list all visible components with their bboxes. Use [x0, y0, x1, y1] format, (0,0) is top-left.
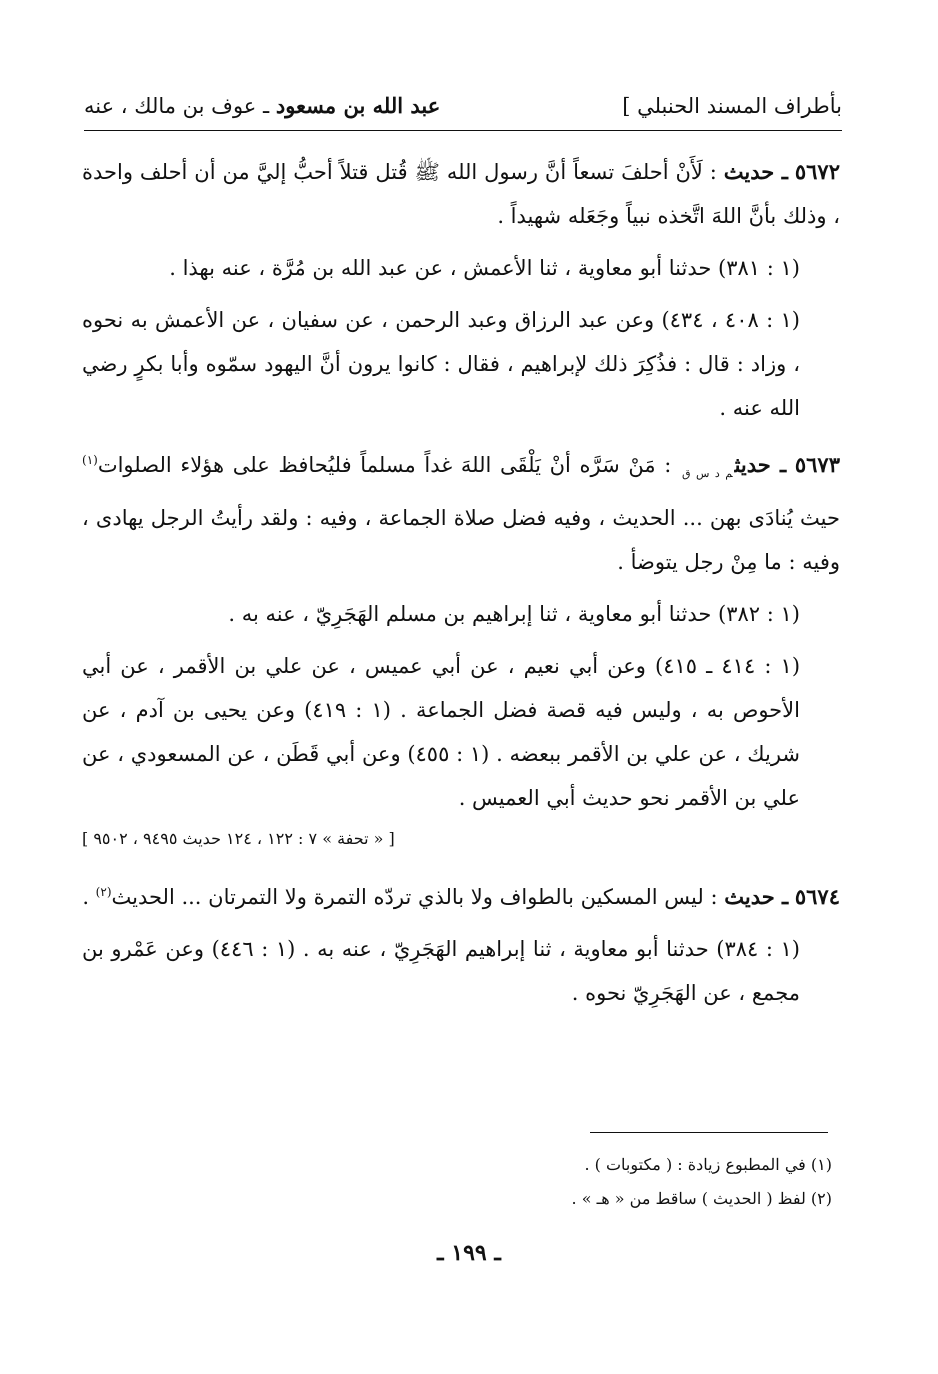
hadith-text: : مَنْ سَرَّه أنْ يَلْقَى اللهَ غداً مسلماً فليُحافظ على هؤلاء الصلوات	[97, 453, 680, 477]
hadith-number: ٥٦٧٣	[794, 452, 840, 477]
footnote-2: (٢) لفظ ( الحديث ) ساقط من « هـ » .	[571, 1189, 832, 1208]
hadith-number: ٥٦٧٤	[794, 884, 840, 910]
running-header	[84, 86, 842, 126]
hadith-text: : لَأَنْ أحلفَ تسعاً أنَّ رسول الله ﷺ قُتل قتلاً أحبُّ إليَّ من أن أحلف واحدة ، وذلك بأنَّ اللهَ اتَّخذه نبياً وجَعَله شهيداً .	[82, 160, 840, 228]
section-title	[84, 86, 440, 126]
footnote-divider	[590, 1132, 828, 1133]
hadith-source: (١ : ٤١٤ ـ ٤١٥) وعن أبي نعيم ، عن أبي عميس ، عن علي بن الأقمر ، عن أبي الأحوص به ، وليس فيه قصة فضل الجماعة . (١ : ٤١٩) وعن يحيى بن آدم ، عن شريك ، عن علي بن الأقمر ببعضه . (١ : ٤٥٥) وعن أبي قَطَن ، عن المسعودي ، عن علي بن الأقمر نحو حديث أبي العميس .	[82, 654, 801, 811]
book-title: بأطراف المسند الحنبلي ]	[622, 94, 842, 118]
hadith-source: (١ : ٣٨٢) حدثنا أبو معاوية ، ثنا إبراهيم بن مسلم الهَجَرِيّ ، عنه به .	[228, 602, 800, 627]
header-divider	[84, 130, 842, 131]
hadith-label: حديث	[724, 884, 775, 910]
hadith-label: حديث	[723, 159, 775, 184]
hadith-source: (١ : ٤٠٨ ، ٤٣٤) وعن عبد الرزاق وعبد الرحمن ، عن سفيان ، عن الأعمش به نحوه ، وزاد : قال : فذُكِرَ ذلك لإبراهيم ، فقال : كانوا يرون أنَّ اليهود سمّوه وأبا بكرٍ رضي الله عنه .	[82, 308, 800, 420]
hadith-text-continued: حيث يُنادَى بهن ... الحديث ، وفيه فضل صلاة الجماعة ، وفيه : ولقد رأيتُ الرجل يهادى ، وفيه : ما مِنْ رجل يتوضأ .	[82, 506, 840, 575]
hadith-text-continued: .	[82, 885, 96, 910]
hadith-sigla: م د س ق	[681, 467, 733, 481]
footnote-ref[interactable]: (١)	[82, 453, 98, 467]
hadith-text: : ليس المسكين بالطواف ولا بالذي تردّه التمرة ولا التمرتان ... الحديث	[111, 885, 725, 910]
hadith-source: (١ : ٣٨٤) حدثنا أبو معاوية ، ثنا إبراهيم الهَجَرِيّ ، عنه به . (١ : ٤٤٦) وعن عَمْرو بن مجمع ، عن الهَجَرِيّ نحوه .	[82, 937, 800, 1006]
footnotes	[98, 1148, 832, 1216]
section-narrator: عبد الله بن مسعود	[275, 93, 441, 118]
hadith-source: (١ : ٣٨١) حدثنا أبو معاوية ، ثنا الأعمش ، عن عبد الله بن مُرَّة ، عنه بهذا .	[169, 256, 800, 280]
footnote-1: (١) في المطبوع زيادة : ( مكتوبات ) .	[584, 1155, 832, 1174]
tuhfa-reference: [ « تحفة » ٧ : ١٢٢ ، ١٢٤ حديث ٩٤٩٥ ، ٩٥٠٢ ]	[82, 829, 395, 849]
main-text	[82, 150, 840, 1023]
hadith-5674: ٥٦٧٤ ـ حديث : ليس المسكين بالطواف ولا بالذي تردّه التمرة ولا التمرتان ... الحديث$^{(٢)}$ .	[82, 884, 840, 910]
section-rest: ـ عوف بن مالك ، عنه	[84, 94, 276, 118]
hadith-5672: ٥٦٧٢ ـ حديث : لَأَنْ أحلفَ تسعاً أنَّ رسول الله ﷺ قُتل قتلاً أحبُّ إليَّ من أن أحلف واحدة ، وذلك بأنَّ اللهَ اتَّخذه نبياً وجَعَله شهيداً .	[82, 159, 840, 228]
hadith-label: حديث	[734, 452, 771, 477]
page-number: ـ ١٩٩ ـ	[437, 1240, 501, 1266]
hadith-5673: ٥٦٧٣ ـ حديث$_{م د س ق}$ : مَنْ سَرَّه أنْ يَلْقَى اللهَ غداً مسلماً فليُحافظ على هؤلاء الصلوات$^{(١)}$ حيث يُنادَى بهن ... الحديث ، وفيه فضل صلاة الجماعة ، وفيه : ولقد رأيتُ الرجل يهادى ، وفيه : ما مِنْ رجل يتوضأ .	[82, 452, 840, 575]
hadith-number: ٥٦٧٢	[794, 159, 840, 184]
footnote-ref[interactable]: (٢)	[95, 885, 112, 900]
